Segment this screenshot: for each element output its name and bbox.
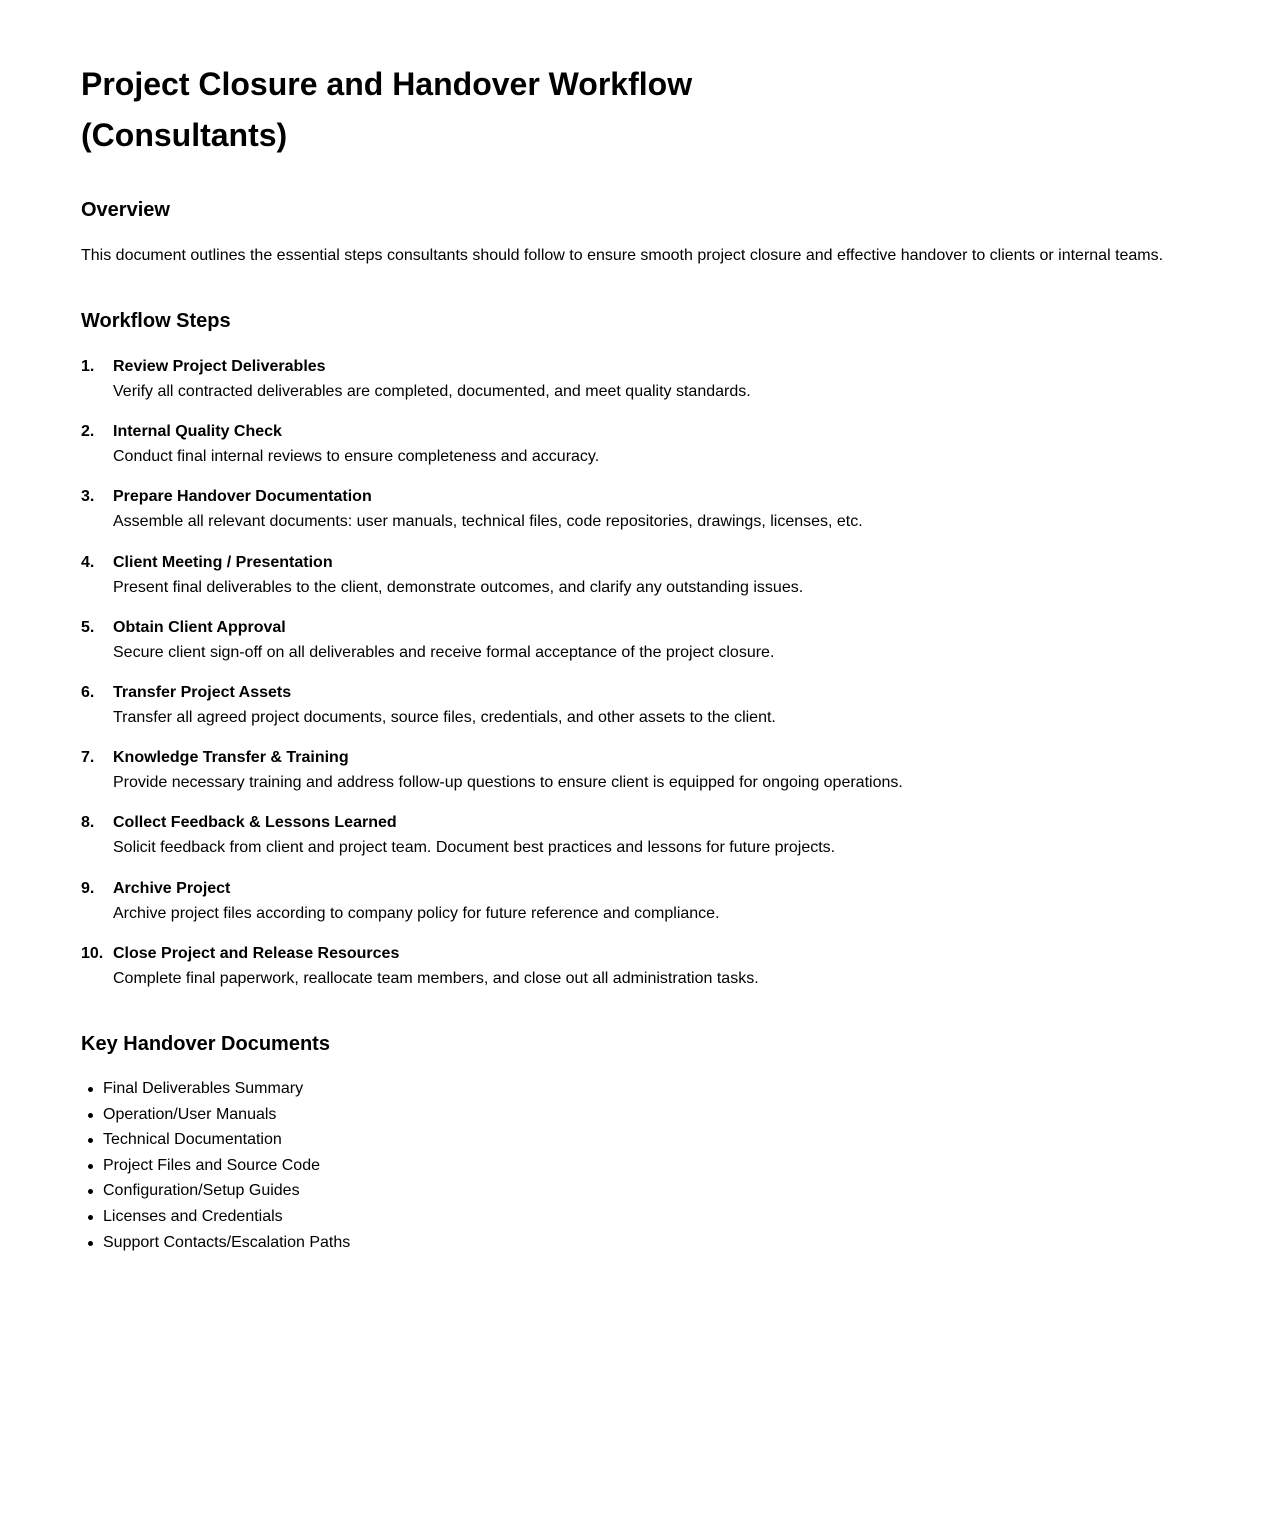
step-title: Collect Feedback & Lessons Learned: [113, 814, 397, 832]
list-item: [81, 1233, 350, 1259]
step-title: Obtain Client Approval: [113, 618, 286, 636]
bullet-icon: [88, 1138, 93, 1143]
bullet-icon: [88, 1215, 93, 1220]
list-item: [81, 1207, 350, 1233]
step-description: Present final deliverables to the client, demonstrate outcomes, and clarify any outstanding issues.: [113, 578, 804, 596]
step-number: 9.: [81, 879, 95, 897]
bullet-icon: [88, 1189, 93, 1194]
document-name: Configuration/Setup Guides: [103, 1182, 300, 1200]
bullet-icon: [88, 1087, 93, 1092]
step-title: Transfer Project Assets: [113, 683, 292, 701]
document-name: Support Contacts/Escalation Paths: [103, 1233, 351, 1251]
step-number: 3.: [81, 488, 95, 506]
step-title: Archive Project: [113, 879, 231, 897]
bullet-icon: [88, 1164, 93, 1169]
step-title: Close Project and Release Resources: [113, 944, 400, 962]
step-number: 10.: [81, 944, 104, 962]
step-title: Knowledge Transfer & Training: [113, 749, 349, 767]
page-title: Project Closure and Handover Workflow (Consultants): [81, 66, 693, 153]
step-description: Secure client sign-off on all deliverables and receive formal acceptance of the project closure.: [113, 643, 775, 661]
step-description: Provide necessary training and address follow-up questions to ensure client is equipped for ongoing operations.: [113, 774, 903, 792]
step-number: 8.: [81, 814, 95, 832]
list-item: [81, 1105, 350, 1131]
step-number: 6.: [81, 683, 95, 701]
document-name: Final Deliverables Summary: [103, 1080, 304, 1097]
step-title: Internal Quality Check: [113, 423, 282, 441]
document-name: Project Files and Source Code: [103, 1156, 320, 1174]
key-documents-list: [81, 1079, 350, 1258]
list-item: [81, 1156, 350, 1182]
step-title: Prepare Handover Documentation: [113, 488, 372, 506]
step-description: Transfer all agreed project documents, source files, credentials, and other assets to the client.: [113, 708, 776, 726]
step-description: Conduct final internal reviews to ensure completeness and accuracy.: [113, 448, 600, 466]
step-number: 1.: [81, 358, 95, 375]
step-description: Assemble all relevant documents: user manuals, technical files, code repositories, drawings, licenses, etc.: [113, 513, 863, 531]
step-description: Solicit feedback from client and project team. Document best practices and lessons for future projects.: [113, 839, 836, 857]
step-number: 4.: [81, 553, 95, 571]
step-number: 2.: [81, 423, 95, 441]
document-name: Operation/User Manuals: [103, 1105, 277, 1123]
workflow-steps-heading: Workflow Steps: [81, 310, 231, 332]
step-description: Archive project files according to company policy for future reference and compliance.: [113, 904, 720, 922]
bullet-icon: [88, 1241, 93, 1246]
document-name: Technical Documentation: [103, 1131, 282, 1149]
bullet-icon: [88, 1113, 93, 1118]
step-number: 7.: [81, 749, 95, 767]
overview-heading: Overview: [81, 199, 170, 221]
step-number: 5.: [81, 618, 95, 636]
step-title: Client Meeting / Presentation: [113, 553, 333, 571]
key-documents-heading: Key Handover Documents: [81, 1033, 330, 1055]
step-title: Review Project Deliverables: [113, 358, 326, 375]
list-item: [81, 1130, 350, 1156]
list-item: [81, 1181, 350, 1207]
step-description: Verify all contracted deliverables are completed, documented, and meet quality standards.: [113, 383, 751, 400]
document-name: Licenses and Credentials: [103, 1207, 283, 1225]
overview-text: This document outlines the essential steps consultants should follow to ensure smooth project closure and effective handover to clients or internal teams.: [81, 247, 1164, 264]
step-description: Complete final paperwork, reallocate team members, and close out all administration tasks.: [113, 969, 759, 987]
list-item: [81, 1079, 350, 1105]
